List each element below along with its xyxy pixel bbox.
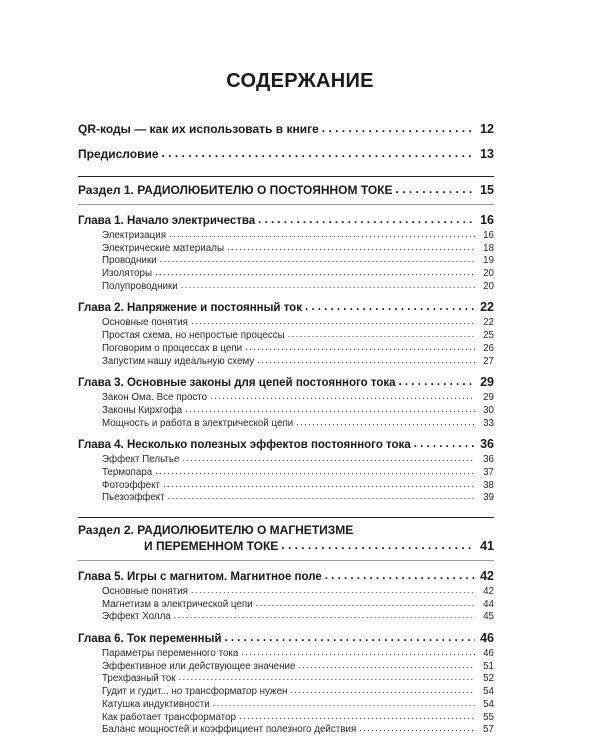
toc-page-number: 27 bbox=[483, 355, 494, 367]
toc-page-number: 22 bbox=[483, 317, 494, 329]
leader-dots bbox=[241, 646, 475, 659]
toc-chapter-4[interactable] bbox=[78, 435, 494, 453]
section-title-line2: И ПЕРЕМЕННОМ ТОКЕ bbox=[144, 539, 279, 553]
toc-page-number: 29 bbox=[483, 392, 494, 404]
toc-page-number: 30 bbox=[483, 404, 494, 416]
item-title: Законы Кирхгофа bbox=[102, 404, 183, 416]
leader-dots bbox=[305, 298, 475, 316]
page-title: СОДЕРЖАНИЕ bbox=[226, 70, 374, 92]
chapter-title: Глава 1. Начало электричества bbox=[78, 215, 256, 227]
toc-page-number: 42 bbox=[483, 586, 494, 597]
toc-page-number: 19 bbox=[483, 255, 494, 267]
leader-dots bbox=[181, 279, 475, 292]
section-divider bbox=[78, 176, 494, 177]
toc-entry-preface[interactable] bbox=[78, 145, 494, 163]
toc-page-number: 52 bbox=[483, 673, 494, 685]
toc-section-2[interactable] bbox=[78, 522, 494, 554]
leader-dots bbox=[191, 584, 475, 597]
leader-dots bbox=[227, 241, 475, 254]
leader-dots bbox=[155, 266, 475, 279]
item-title: Трехфазный ток bbox=[102, 673, 176, 685]
toc-entry-title: QR-коды — как их использовать в книге bbox=[78, 122, 319, 136]
leader-dots bbox=[191, 315, 475, 328]
leader-dots bbox=[414, 435, 475, 453]
toc-page-number: 33 bbox=[483, 417, 494, 429]
item-title: Фотоэффект bbox=[102, 479, 160, 491]
toc-page-number: 16 bbox=[483, 230, 494, 241]
chapter-title: Глава 4. Несколько полезных эффектов постоянного тока bbox=[78, 439, 411, 452]
leader-dots bbox=[160, 253, 475, 266]
leader-dots bbox=[225, 629, 475, 647]
item-title: Изоляторы bbox=[102, 268, 152, 280]
item-title: Электрические материалы bbox=[102, 242, 224, 254]
leader-dots bbox=[325, 567, 475, 585]
leader-dots bbox=[162, 144, 475, 162]
item-title: Основные понятия bbox=[102, 317, 188, 329]
table-of-contents bbox=[78, 120, 494, 736]
toc-page-number: 16 bbox=[480, 213, 494, 227]
item-title: Эффект Холла bbox=[102, 611, 171, 623]
toc-page-number: 18 bbox=[483, 242, 494, 254]
section-divider bbox=[78, 517, 494, 518]
item-title: Основные понятия bbox=[102, 586, 188, 597]
leader-dots bbox=[399, 373, 475, 391]
toc-page-number: 25 bbox=[483, 330, 494, 342]
leader-dots bbox=[258, 211, 475, 229]
leader-dots bbox=[290, 684, 475, 697]
leader-dots bbox=[322, 119, 475, 137]
leader-dots bbox=[179, 671, 475, 684]
toc-item[interactable] bbox=[78, 280, 494, 293]
toc-page-number: 37 bbox=[483, 466, 494, 478]
section-label: Раздел 1. bbox=[78, 183, 134, 197]
item-title: Баланс мощностей и коэффициент полезного действия bbox=[102, 724, 357, 736]
section-title-line1: РАДИОЛЮБИТЕЛЮ О МАГНЕТИЗМЕ bbox=[137, 523, 354, 537]
section-heading-line1 bbox=[78, 522, 494, 538]
toc-page-number: 41 bbox=[480, 539, 494, 553]
toc-page-number: 20 bbox=[483, 268, 494, 280]
item-title: Поговорим о процессах в цепи bbox=[102, 342, 243, 354]
section-title: РАДИОЛЮБИТЕЛЮ О ПОСТОЯННОМ ТОКЕ bbox=[137, 183, 393, 197]
toc-page-number: 12 bbox=[480, 122, 494, 136]
item-title: Закон Ома. Все просто bbox=[102, 392, 208, 404]
leader-dots bbox=[288, 328, 475, 341]
toc-page-number: 22 bbox=[480, 300, 494, 315]
item-title: Эффект Пельтье bbox=[102, 454, 180, 466]
leader-dots bbox=[239, 710, 475, 723]
item-title: Полупроводники bbox=[102, 280, 178, 292]
toc-page-number: 38 bbox=[483, 479, 494, 491]
toc-page-number: 36 bbox=[483, 454, 494, 466]
toc-entry-qr-codes[interactable] bbox=[78, 120, 494, 138]
leader-dots bbox=[168, 490, 475, 503]
toc-page-number: 54 bbox=[483, 686, 494, 698]
toc-page-number: 36 bbox=[480, 437, 494, 452]
toc-page-number: 46 bbox=[483, 648, 494, 660]
leader-dots bbox=[245, 341, 475, 354]
leader-dots bbox=[155, 465, 475, 478]
toc-page-number: 42 bbox=[480, 569, 494, 583]
item-title: Пьезоэффект bbox=[102, 492, 165, 504]
toc-item[interactable] bbox=[78, 491, 494, 504]
toc-page-number: 20 bbox=[483, 280, 494, 292]
toc-page-number: 13 bbox=[480, 147, 494, 161]
toc-page-number: 45 bbox=[483, 611, 494, 623]
toc-entry-title: Предисловие bbox=[78, 147, 159, 161]
leader-dots bbox=[163, 478, 475, 491]
toc-item[interactable] bbox=[78, 723, 494, 736]
chapter-title: Глава 5. Игры с магнитом. Магнитное поле bbox=[78, 571, 322, 583]
section-label: Раздел 2. bbox=[78, 523, 134, 537]
section-heading-line2 bbox=[78, 538, 494, 554]
toc-item[interactable] bbox=[78, 610, 494, 623]
chapter-title: Глава 6. Ток переменный bbox=[78, 633, 222, 646]
leader-dots bbox=[256, 597, 475, 610]
item-title: Как работает трансформатор bbox=[102, 711, 236, 723]
section-divider bbox=[78, 560, 494, 561]
toc-chapter-2[interactable] bbox=[78, 298, 494, 316]
toc-chapter-3[interactable] bbox=[78, 373, 494, 391]
toc-page-number: 29 bbox=[480, 375, 494, 390]
chapter-title: Глава 3. Основные законы для цепей постоянного тока bbox=[78, 377, 396, 390]
toc-chapter-1[interactable] bbox=[78, 211, 494, 229]
leader-dots bbox=[210, 390, 475, 403]
item-title: Мощность и работа в электрической цепи bbox=[102, 417, 294, 429]
toc-page-number: 54 bbox=[483, 698, 494, 710]
item-title: Параметры переменного тока bbox=[102, 648, 239, 660]
toc-page-number: 51 bbox=[483, 660, 494, 672]
toc-chapter-5[interactable] bbox=[78, 567, 494, 585]
item-title: Запустим нашу идеальную схему bbox=[102, 355, 255, 367]
leader-dots bbox=[281, 537, 475, 553]
toc-page-number: 39 bbox=[483, 492, 494, 504]
toc-item[interactable] bbox=[78, 355, 494, 368]
toc-item[interactable] bbox=[78, 417, 494, 430]
item-title: Простая схема, но непростые процессы bbox=[102, 330, 285, 342]
toc-page-number: 46 bbox=[480, 631, 494, 646]
item-title: Катушка индуктивности bbox=[102, 698, 210, 710]
leader-dots bbox=[257, 354, 475, 367]
leader-dots bbox=[174, 609, 475, 622]
item-title: Эффективное или действующее значение bbox=[102, 660, 296, 672]
leader-dots bbox=[213, 697, 475, 710]
item-title: Гудит и гудит... но трансформатор нужен bbox=[102, 686, 288, 698]
leader-dots bbox=[169, 228, 475, 241]
item-title: Электризация bbox=[102, 230, 167, 241]
toc-page-number: 55 bbox=[483, 711, 494, 723]
section-divider bbox=[78, 204, 494, 205]
toc-section-1[interactable] bbox=[78, 182, 494, 198]
item-title: Проводники bbox=[102, 255, 157, 267]
toc-chapter-6[interactable] bbox=[78, 629, 494, 647]
leader-dots bbox=[182, 452, 475, 465]
chapter-title: Глава 2. Напряжение и постоянный ток bbox=[78, 302, 302, 315]
section-heading bbox=[78, 182, 393, 198]
leader-dots bbox=[359, 722, 475, 735]
leader-dots bbox=[296, 416, 475, 429]
leader-dots bbox=[396, 181, 475, 197]
item-title: Магнетизм в электрической цепи bbox=[102, 598, 253, 610]
leader-dots bbox=[185, 403, 475, 416]
item-title: Термопара bbox=[102, 466, 153, 478]
leader-dots bbox=[298, 659, 475, 672]
toc-page-number: 57 bbox=[483, 724, 494, 736]
toc-page-number: 44 bbox=[483, 598, 494, 610]
toc-page-number: 15 bbox=[480, 183, 494, 197]
toc-page-number: 26 bbox=[483, 342, 494, 354]
